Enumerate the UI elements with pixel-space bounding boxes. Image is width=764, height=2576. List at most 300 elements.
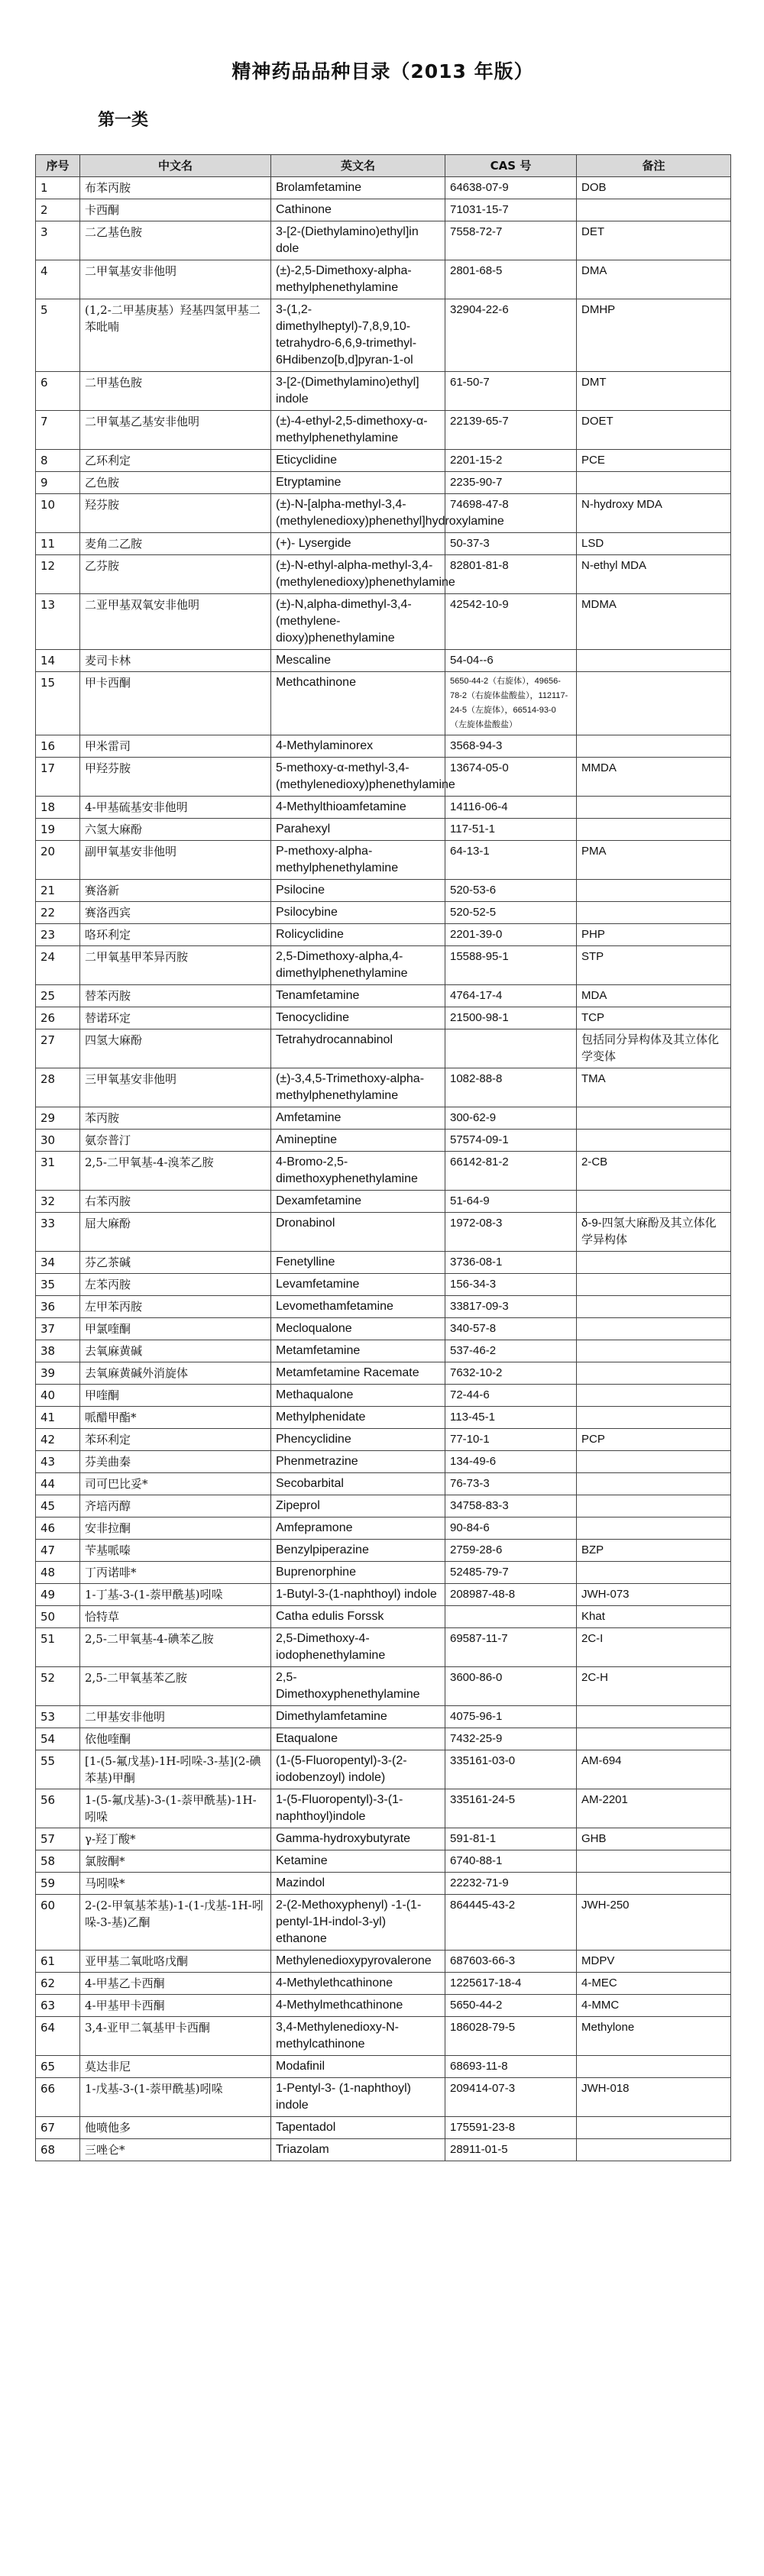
english-name: Psilocybine [271,902,445,924]
english-name: 3,4-Methylenedioxy-N-methylcathinone [271,2017,445,2056]
chinese-name: 马吲哚* [80,1873,271,1895]
chinese-name: 二甲氧基安非他明 [80,260,271,299]
cas-number: 3600-86-0 [445,1667,577,1706]
english-name: (±)-4-ethyl-2,5-dimethoxy-α-methylphenethylamine [271,411,445,450]
english-name: 2,5-Dimethoxy-4-iodophenethylamine [271,1628,445,1667]
header-english-name: 英文名 [271,155,445,177]
table-row [36,555,731,594]
row-number: 33 [36,1213,80,1252]
chinese-name: 卡西酮 [80,199,271,221]
cas-number: 57574-09-1 [445,1130,577,1152]
remarks: DMT [577,372,731,411]
table-row [36,1850,731,1873]
english-name: Secobarbital [271,1473,445,1495]
table-row [36,841,731,880]
cas-number: 300-62-9 [445,1107,577,1130]
remarks: 2-CB [577,1152,731,1191]
english-name: Amineptine [271,1130,445,1152]
row-number: 27 [36,1029,80,1068]
remarks [577,2117,731,2139]
english-name: Fenetylline [271,1252,445,1274]
cas-number: 340-57-8 [445,1318,577,1340]
table-row [36,450,731,472]
row-number: 22 [36,902,80,924]
remarks [577,1473,731,1495]
chinese-name: 六氢大麻酚 [80,819,271,841]
remarks [577,1706,731,1728]
remarks: AM-2201 [577,1789,731,1828]
table-row [36,2017,731,2056]
table-row [36,1362,731,1385]
english-name: 4-Methylaminorex [271,735,445,758]
remarks [577,819,731,841]
remarks [577,797,731,819]
row-number: 53 [36,1706,80,1728]
row-number: 64 [36,2017,80,2056]
remarks [577,672,731,735]
row-number: 38 [36,1340,80,1362]
row-number: 18 [36,797,80,819]
cas-number: 117-51-1 [445,819,577,841]
table-row [36,1429,731,1451]
row-number: 67 [36,2117,80,2139]
remarks [577,1562,731,1584]
cas-number: 520-53-6 [445,880,577,902]
row-number: 37 [36,1318,80,1340]
row-number: 46 [36,1517,80,1540]
chinese-name: 去氧麻黄碱外消旋体 [80,1362,271,1385]
table-row [36,1750,731,1789]
drug-table [35,154,731,2161]
cas-number: 71031-15-7 [445,199,577,221]
table-row [36,1274,731,1296]
chinese-name: 4-甲基甲卡西酮 [80,1995,271,2017]
row-number: 14 [36,650,80,672]
table-row [36,1107,731,1130]
row-number: 52 [36,1667,80,1706]
chinese-name: 三唑仑* [80,2139,271,2161]
remarks [577,1873,731,1895]
chinese-name: 2-(2-甲氧基苯基)-1-(1-戊基-1H-吲哚-3-基)乙酮 [80,1895,271,1951]
cas-number: 32904-22-6 [445,299,577,372]
cas-number: 6740-88-1 [445,1850,577,1873]
row-number: 26 [36,1007,80,1029]
table-row [36,797,731,819]
english-name: (+)- Lysergide [271,533,445,555]
remarks [577,1517,731,1540]
row-number: 61 [36,1951,80,1973]
table-row [36,1728,731,1750]
remarks: MMDA [577,758,731,797]
remarks [577,650,731,672]
row-number: 30 [36,1130,80,1152]
english-name: Tenamfetamine [271,985,445,1007]
remarks [577,1451,731,1473]
table-row [36,1451,731,1473]
chinese-name: 二甲氧基甲苯异丙胺 [80,946,271,985]
table-row [36,494,731,533]
header-chinese-name: 中文名 [80,155,271,177]
cas-number: 3568-94-3 [445,735,577,758]
row-number: 51 [36,1628,80,1667]
chinese-name: 哌醋甲酯* [80,1407,271,1429]
row-number: 44 [36,1473,80,1495]
cas-number: 591-81-1 [445,1828,577,1850]
table-row [36,1895,731,1951]
english-name: Phenmetrazine [271,1451,445,1473]
table-row [36,1407,731,1429]
row-number: 65 [36,2056,80,2078]
english-name: Methcathinone [271,672,445,735]
cas-number: 2235-90-7 [445,472,577,494]
row-number: 23 [36,924,80,946]
remarks: 2C-I [577,1628,731,1667]
cas-number: 156-34-3 [445,1274,577,1296]
remarks [577,1385,731,1407]
row-number: 54 [36,1728,80,1750]
row-number: 43 [36,1451,80,1473]
cas-number: 14116-06-4 [445,797,577,819]
table-row [36,1517,731,1540]
english-name: Methaqualone [271,1385,445,1407]
table-row [36,1706,731,1728]
english-name: Ketamine [271,1850,445,1873]
remarks: TCP [577,1007,731,1029]
english-name: Amfepramone [271,1517,445,1540]
row-number: 60 [36,1895,80,1951]
remarks [577,1191,731,1213]
chinese-name: 1-丁基-3-(1-萘甲酰基)吲哚 [80,1584,271,1606]
row-number: 20 [36,841,80,880]
english-name: (±)-2,5-Dimethoxy-alpha-methylphenethylamine [271,260,445,299]
row-number: 29 [36,1107,80,1130]
table-row [36,1562,731,1584]
english-name: Psilocine [271,880,445,902]
cas-number: 28911-01-5 [445,2139,577,2161]
cas-number: 1972-08-3 [445,1213,577,1252]
english-name: Brolamfetamine [271,177,445,199]
remarks [577,1495,731,1517]
header-no: 序号 [36,155,80,177]
remarks [577,199,731,221]
remarks [577,1296,731,1318]
remarks: STP [577,946,731,985]
cas-number: 90-84-6 [445,1517,577,1540]
remarks: 包括同分异构体及其立体化学变体 [577,1029,731,1068]
chinese-name: 氨奈普汀 [80,1130,271,1152]
row-number: 9 [36,472,80,494]
row-number: 1 [36,177,80,199]
chinese-name: 苄基哌嗪 [80,1540,271,1562]
cas-number: 3736-08-1 [445,1252,577,1274]
chinese-name: 布苯丙胺 [80,177,271,199]
table-row [36,1789,731,1828]
table-row [36,672,731,735]
remarks: MDA [577,985,731,1007]
english-name: (±)-3,4,5-Trimethoxy-alpha-methylphenethylamine [271,1068,445,1107]
table-row [36,533,731,555]
chinese-name: 左甲苯丙胺 [80,1296,271,1318]
cas-number: 537-46-2 [445,1340,577,1362]
cas-number: 520-52-5 [445,902,577,924]
chinese-name: 齐培丙醇 [80,1495,271,1517]
row-number: 56 [36,1789,80,1828]
english-name: Etryptamine [271,472,445,494]
english-name: Benzylpiperazine [271,1540,445,1562]
cas-number: 335161-24-5 [445,1789,577,1828]
english-name: 2-(2-Methoxyphenyl) -1-(1-pentyl-1H-indol-3-yl) ethanone [271,1895,445,1951]
table-row [36,221,731,260]
table-row [36,1473,731,1495]
remarks: AM-694 [577,1750,731,1789]
table-row [36,372,731,411]
chinese-name: 麦角二乙胺 [80,533,271,555]
row-number: 7 [36,411,80,450]
chinese-name: 替苯丙胺 [80,985,271,1007]
english-name: Rolicyclidine [271,924,445,946]
cas-number: 34758-83-3 [445,1495,577,1517]
chinese-name: 咯环利定 [80,924,271,946]
chinese-name: γ-羟丁酸* [80,1828,271,1850]
cas-number: 2201-39-0 [445,924,577,946]
table-row [36,2078,731,2117]
table-row [36,299,731,372]
row-number: 62 [36,1973,80,1995]
chinese-name: [1-(5-氟戊基)-1H-吲哚-3-基](2-碘苯基)甲酮 [80,1750,271,1789]
english-name: Gamma-hydroxybutyrate [271,1828,445,1850]
table-row [36,1130,731,1152]
cas-number: 4764-17-4 [445,985,577,1007]
cas-number: 82801-81-8 [445,555,577,594]
english-name: (±)-N-[alpha-methyl-3,4-(methylenedioxy)phenethyl]hydroxylamine [271,494,445,533]
chinese-name: 赛洛西宾 [80,902,271,924]
english-name: Dronabinol [271,1213,445,1252]
cas-number: 69587-11-7 [445,1628,577,1667]
chinese-name: 二亚甲基双氧安非他明 [80,594,271,650]
remarks: BZP [577,1540,731,1562]
row-number: 41 [36,1407,80,1429]
chinese-name: 二甲基安非他明 [80,1706,271,1728]
table-row [36,1628,731,1667]
table-row [36,819,731,841]
chinese-name: 四氢大麻酚 [80,1029,271,1068]
english-name: 3-(1,2-dimethylheptyl)-7,8,9,10-tetrahydro-6,6,9-trimethyl-6Hdibenzo[b,d]pyran-1-ol [271,299,445,372]
remarks: DOB [577,177,731,199]
cas-number: 4075-96-1 [445,1706,577,1728]
cas-number: 74698-47-8 [445,494,577,533]
english-name: 4-Methylthioamfetamine [271,797,445,819]
row-number: 47 [36,1540,80,1562]
english-name: Phencyclidine [271,1429,445,1451]
remarks: PHP [577,924,731,946]
table-row [36,177,731,199]
table-row [36,946,731,985]
remarks [577,1130,731,1152]
row-number: 58 [36,1850,80,1873]
table-row [36,1540,731,1562]
remarks: MDPV [577,1951,731,1973]
english-name: Mazindol [271,1873,445,1895]
cas-number: 864445-43-2 [445,1895,577,1951]
cas-number: 2201-15-2 [445,450,577,472]
remarks [577,1407,731,1429]
chinese-name: (1,2-二甲基庚基）羟基四氢甲基二苯吡喃 [80,299,271,372]
table-body [36,177,731,2161]
english-name: 4-Methylmethcathinone [271,1995,445,2017]
cas-number: 7432-25-9 [445,1728,577,1750]
cas-number: 1225617-18-4 [445,1973,577,1995]
remarks [577,1728,731,1750]
table-row [36,1873,731,1895]
row-number: 19 [36,819,80,841]
row-number: 4 [36,260,80,299]
cas-number: 22139-65-7 [445,411,577,450]
cas-number: 64638-07-9 [445,177,577,199]
table-row [36,2056,731,2078]
row-number: 31 [36,1152,80,1191]
remarks: DOET [577,411,731,450]
chinese-name: 乙芬胺 [80,555,271,594]
english-name: Levomethamfetamine [271,1296,445,1318]
remarks [577,1252,731,1274]
remarks [577,1362,731,1385]
remarks: Khat [577,1606,731,1628]
table-row [36,902,731,924]
english-name: Mescaline [271,650,445,672]
chinese-name: 2,5-二甲氧基-4-溴苯乙胺 [80,1152,271,1191]
section-heading: 第一类 [98,111,149,130]
row-number: 63 [36,1995,80,2017]
english-name: Zipeprol [271,1495,445,1517]
cas-number: 208987-48-8 [445,1584,577,1606]
remarks: N-hydroxy MDA [577,494,731,533]
remarks [577,1318,731,1340]
cas-number [445,1029,577,1068]
english-name: Triazolam [271,2139,445,2161]
english-name: 2,5-Dimethoxyphenethylamine [271,1667,445,1706]
remarks: 2C-H [577,1667,731,1706]
remarks: GHB [577,1828,731,1850]
cas-number: 13674-05-0 [445,758,577,797]
chinese-name: 芬乙茶碱 [80,1252,271,1274]
chinese-name: 1-(5-氟戊基)-3-(1-萘甲酰基)-1H-吲哚 [80,1789,271,1828]
table-row [36,1296,731,1318]
row-number: 35 [36,1274,80,1296]
chinese-name: 二甲基色胺 [80,372,271,411]
chinese-name: 苯环利定 [80,1429,271,1451]
header-cas-number: CAS 号 [445,155,577,177]
row-number: 28 [36,1068,80,1107]
remarks [577,1274,731,1296]
english-name: Modafinil [271,2056,445,2078]
english-name: Metamfetamine Racemate [271,1362,445,1385]
cas-number: 21500-98-1 [445,1007,577,1029]
remarks: PCE [577,450,731,472]
english-name: Eticyclidine [271,450,445,472]
table-row [36,1068,731,1107]
row-number: 10 [36,494,80,533]
chinese-name: 安非拉酮 [80,1517,271,1540]
cas-number: 66142-81-2 [445,1152,577,1191]
table-row [36,1828,731,1850]
english-name: Dexamfetamine [271,1191,445,1213]
cas-number: 33817-09-3 [445,1296,577,1318]
remarks: DET [577,221,731,260]
cas-number: 7558-72-7 [445,221,577,260]
table-row [36,2117,731,2139]
row-number: 66 [36,2078,80,2117]
row-number: 13 [36,594,80,650]
english-name: (±)-N-ethyl-alpha-methyl-3,4-(methylenedioxy)phenethylamine [271,555,445,594]
cas-number: 50-37-3 [445,533,577,555]
english-name: Etaqualone [271,1728,445,1750]
remarks [577,735,731,758]
remarks [577,1850,731,1873]
chinese-name: 替诺环定 [80,1007,271,1029]
table-row [36,924,731,946]
remarks: δ-9-四氢大麻酚及其立体化学异构体 [577,1213,731,1252]
chinese-name: 乙环利定 [80,450,271,472]
cas-number: 2759-28-6 [445,1540,577,1562]
table-row [36,1584,731,1606]
table-row [36,2139,731,2161]
chinese-name: 甲羟芬胺 [80,758,271,797]
english-name: Levamfetamine [271,1274,445,1296]
table-row [36,594,731,650]
english-name: Amfetamine [271,1107,445,1130]
row-number: 45 [36,1495,80,1517]
table-row [36,1152,731,1191]
remarks: Methylone [577,2017,731,2056]
table-row [36,472,731,494]
row-number: 57 [36,1828,80,1850]
chinese-name: 亚甲基二氧吡咯戊酮 [80,1951,271,1973]
english-name: Parahexyl [271,819,445,841]
cas-number: 209414-07-3 [445,2078,577,2117]
english-name: Tenocyclidine [271,1007,445,1029]
english-name: (±)-N,alpha-dimethyl-3,4-(methylene-dioxy)phenethylamine [271,594,445,650]
row-number: 12 [36,555,80,594]
remarks: DMA [577,260,731,299]
remarks: DMHP [577,299,731,372]
english-name: Tapentadol [271,2117,445,2139]
remarks [577,2139,731,2161]
chinese-name: 氯胺酮* [80,1850,271,1873]
chinese-name: 4-甲基乙卡西酮 [80,1973,271,1995]
english-name: 1-(5-Fluoropentyl)-3-(1-naphthoyl)indole [271,1789,445,1828]
row-number: 36 [36,1296,80,1318]
cas-number: 335161-03-0 [445,1750,577,1789]
chinese-name: 苯丙胺 [80,1107,271,1130]
chinese-name: 莫达非尼 [80,2056,271,2078]
row-number: 5 [36,299,80,372]
row-number: 25 [36,985,80,1007]
table-row [36,1029,731,1068]
cas-number: 64-13-1 [445,841,577,880]
chinese-name: 去氧麻黄碱 [80,1340,271,1362]
cas-number: 5650-44-2 [445,1995,577,2017]
cas-number: 15588-95-1 [445,946,577,985]
cas-number: 134-49-6 [445,1451,577,1473]
chinese-name: 他喷他多 [80,2117,271,2139]
remarks [577,880,731,902]
row-number: 48 [36,1562,80,1584]
row-number: 6 [36,372,80,411]
chinese-name: 司可巴比妥* [80,1473,271,1495]
table-row [36,411,731,450]
chinese-name: 右苯丙胺 [80,1191,271,1213]
english-name: 5-methoxy-α-methyl-3,4-(methylenedioxy)phenethylamine [271,758,445,797]
